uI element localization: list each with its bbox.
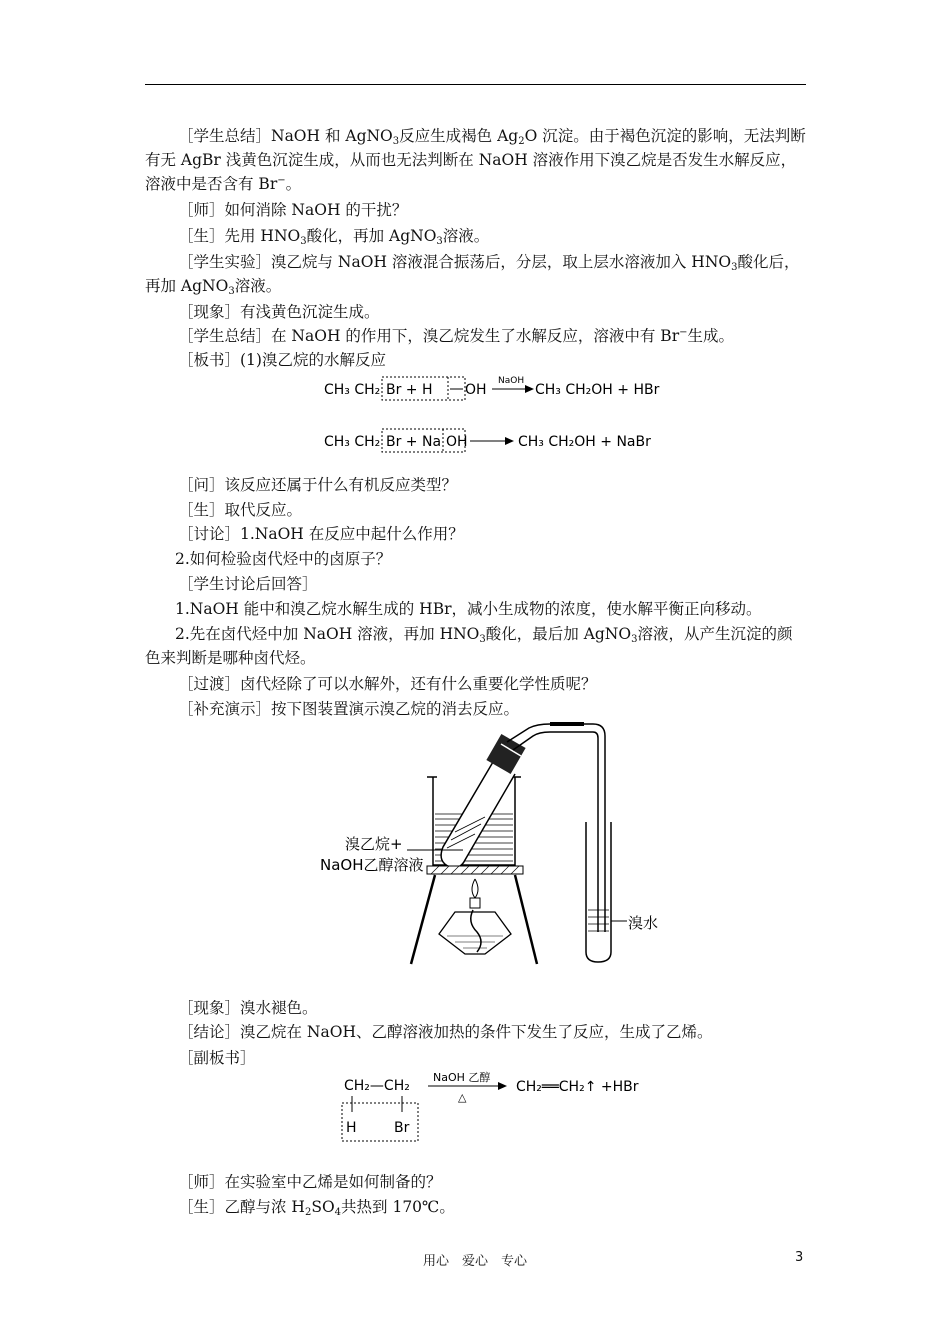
page-number: 3 xyxy=(795,1250,804,1265)
svg-text:NaOH乙醇溶液: NaOH乙醇溶液 xyxy=(320,856,424,874)
paragraph-student-answer: ［生］先用 $HNO_3$酸化，再加 AgNO$_3$溶液。 xyxy=(178,227,490,247)
svg-text:Br: Br xyxy=(394,1120,410,1136)
svg-text:CH₃ CH₂OH + HBr: CH₃ CH₂OH + HBr xyxy=(535,382,660,398)
paragraph-line: 有无 AgBr 浅黄色沉淀生成，从而也无法判断在 NaOH 溶液作用下溴乙烷是否发生水解反应， xyxy=(145,151,797,169)
svg-text:CH₃ CH₂: CH₃ CH₂ xyxy=(324,382,381,398)
svg-text:CH₂—CH₂: CH₂—CH₂ xyxy=(344,1078,410,1094)
svg-text:溴乙烷+: 溴乙烷+ xyxy=(345,835,403,853)
paragraph-phenomenon-2: ［现象］溴水褪色。 xyxy=(178,999,318,1017)
paragraph-board: ［板书］(1)溴乙烷的水解反应 xyxy=(178,351,386,369)
test-tube xyxy=(441,734,526,868)
paragraph-student-answer-2: ［生］乙醇与浓 $H_2SO_4$共热到 170℃。 xyxy=(178,1198,455,1218)
paragraph-question: ［问］该反应还属于什么有机反应类型？ xyxy=(178,476,458,494)
paragraph-student-experiment: ［学生实验］溴乙烷与 NaOH 溶液混合振荡后，分层，取上层水溶液加入 $HNO_3$酸化后， xyxy=(178,253,800,273)
svg-text:OH: OH xyxy=(446,434,468,450)
hydrolysis-equation-1 xyxy=(320,372,670,404)
paragraph-conclusion: ［结论］溴乙烷在 NaOH、乙醇溶液加热的条件下发生了反应，生成了乙烯。 xyxy=(178,1023,713,1041)
paragraph-discussion: ［讨论］1.NaOH 在反应中起什么作用？ xyxy=(178,525,464,543)
paragraph-side-board: ［副板书］ xyxy=(178,1049,256,1067)
svg-text:OH: OH xyxy=(465,382,487,398)
paragraph-student-summary-1: ［学生总结］NaOH 和 AgNO$_3$反应生成褐色 $Ag_2O$ 沉淀。由于褐色沉淀的影响，无法判断 xyxy=(178,127,806,147)
header-rule xyxy=(145,84,806,85)
svg-text:△: △ xyxy=(458,1091,467,1104)
paragraph-line: 再加 AgNO$_3$溶液。 xyxy=(145,277,282,297)
paragraph-teacher-question: ［师］如何消除 NaOH 的干扰？ xyxy=(178,201,408,219)
paragraph-answer-2: 2.先在卤代烃中加 NaOH 溶液，再加 $HNO_3$酸化，最后加 AgNO$_3$溶液，从产生沉淀的颜 xyxy=(175,625,793,645)
receiving-tube xyxy=(586,822,658,962)
page-footer: 用心 爱心 专心 xyxy=(422,1254,527,1269)
svg-text:Br + H: Br + H xyxy=(386,382,433,398)
paragraph-student-summary-2: ［学生总结］在 NaOH 的作用下，溴乙烷发生了水解反应，溶液中有 Br−生成。 xyxy=(178,327,735,345)
svg-text:NaOH 乙醇: NaOH 乙醇 xyxy=(433,1071,491,1084)
paragraph-teacher-question-2: ［师］在实验室中乙烯是如何制备的？ xyxy=(178,1173,442,1191)
paragraph-discussion-2: 2.如何检验卤代烃中的卤原子？ xyxy=(175,550,392,568)
svg-text:Br + Na: Br + Na xyxy=(386,434,442,450)
paragraph-demo: ［补充演示］按下图装置演示溴乙烷的消去反应。 xyxy=(178,700,520,718)
paragraph-line: 色来判断是哪种卤代烃。 xyxy=(145,649,316,667)
svg-text:CH₃ CH₂OH + NaBr: CH₃ CH₂OH + NaBr xyxy=(518,434,651,450)
svg-text:溴水: 溴水 xyxy=(628,914,659,932)
svg-text:NaOH: NaOH xyxy=(498,376,525,386)
elimination-apparatus-figure xyxy=(315,722,675,972)
paragraph-student-discussion: ［学生讨论后回答］ xyxy=(178,575,318,593)
paragraph-answer-1: 1.NaOH 能中和溴乙烷水解生成的 HBr，减小生成物的浓度，使水解平衡正向移动。 xyxy=(175,600,762,618)
elimination-equation xyxy=(338,1068,668,1148)
paragraph-student-answer: ［生］取代反应。 xyxy=(178,501,303,519)
hydrolysis-equation-2 xyxy=(320,424,670,456)
paragraph-line: 溶液中是否含有 Br−。 xyxy=(145,175,302,193)
alcohol-lamp xyxy=(439,879,511,954)
svg-text:CH₃ CH₂: CH₃ CH₂ xyxy=(324,434,381,450)
paragraph-transition: ［过渡］卤代烃除了可以水解外，还有什么重要化学性质呢？ xyxy=(178,675,597,693)
svg-text:CH₂══CH₂↑ +HBr: CH₂══CH₂↑ +HBr xyxy=(516,1079,639,1095)
paragraph-phenomenon: ［现象］有浅黄色沉淀生成。 xyxy=(178,303,380,321)
svg-text:H: H xyxy=(346,1120,357,1136)
